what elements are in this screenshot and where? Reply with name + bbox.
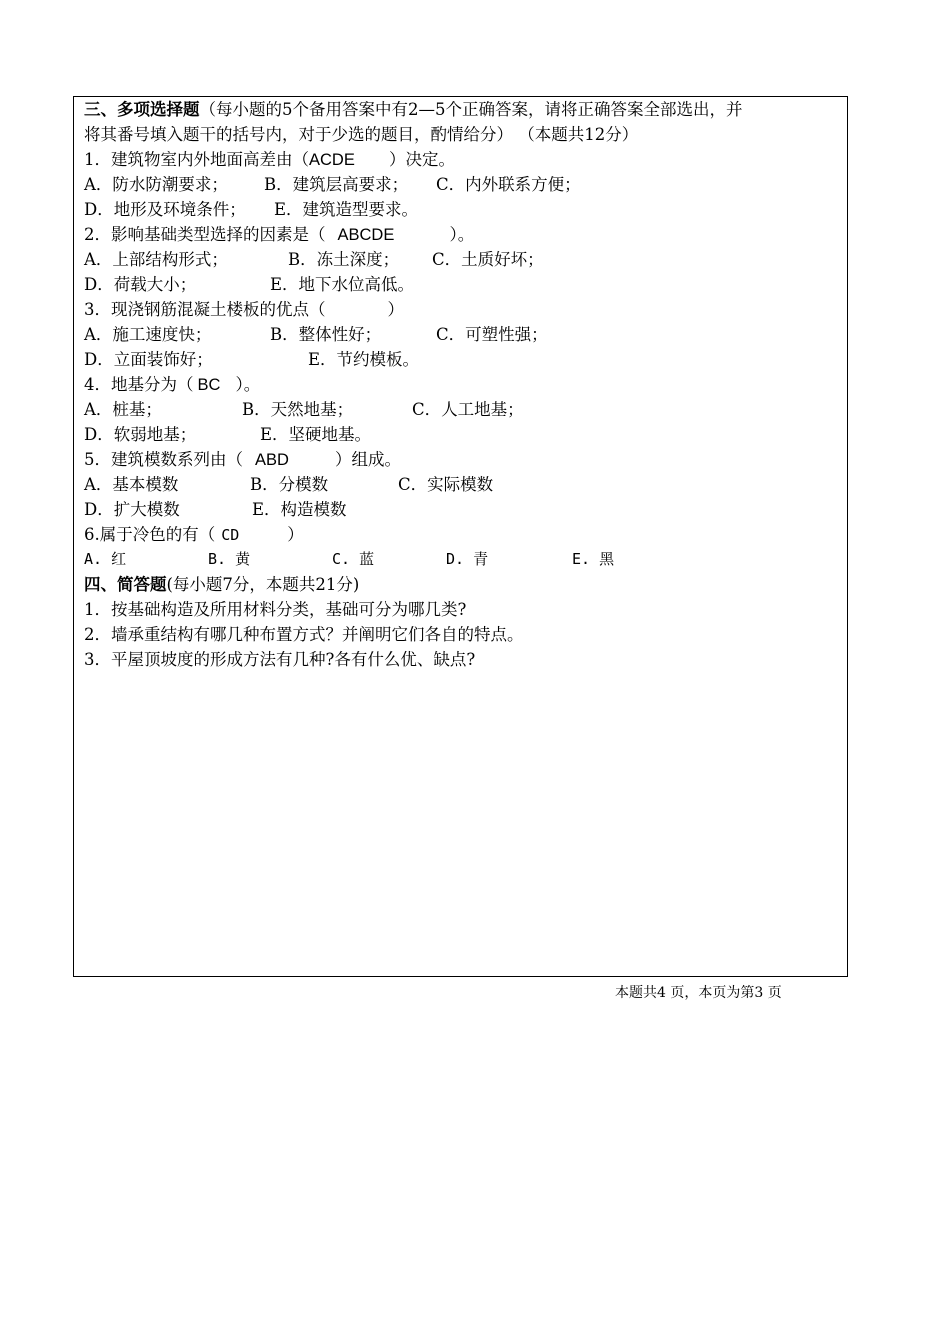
question-1-options-row1 [84, 172, 841, 197]
question-1-option-b: B．建筑层高要求； [264, 175, 409, 194]
section4-title: 四、简答题 [84, 575, 167, 594]
question-4-stem-text: 4．地基分为（ [84, 375, 194, 394]
question-4-options-row2 [84, 422, 841, 447]
question-5-stem-end: ）组成。 [335, 450, 401, 469]
section4-note: (每小题7分，本题共21分) [166, 575, 360, 594]
question-4-option-c: C．人工地基； [412, 400, 524, 419]
question-6-stem-end: ） [287, 525, 304, 544]
question-6-option-e: E. 黑 [572, 550, 615, 568]
question-3-option-e: E．节约模板。 [308, 350, 420, 369]
question-5-stem [84, 447, 841, 472]
section3-instruction-1: （每小题的5个备用答案中有2—5个正确答案，请将正确答案全部选出，并 [199, 100, 743, 119]
question-5-option-e: E．构造模数 [252, 500, 347, 519]
question-3-stem-end: ） [387, 300, 404, 319]
question-1-option-c: C．内外联系方便； [436, 175, 581, 194]
exam-page-frame [73, 96, 848, 977]
section4-item-3: 3．平屋顶坡度的形成方法有几种?各有什么优、缺点? [84, 650, 476, 669]
question-3-stem [84, 297, 841, 322]
question-3-stem-text: 3．现浇钢筋混凝土楼板的优点（ [84, 300, 326, 319]
question-6-option-d: D. 青 [446, 550, 489, 568]
question-5-option-d: D．扩大模数 [84, 500, 180, 519]
question-3-option-b: B．整体性好； [270, 325, 382, 344]
exam-content [84, 97, 841, 672]
question-4-option-a: A．桩基； [84, 400, 162, 419]
question-1-stem-text: 1．建筑物室内外地面高差由（ [84, 150, 309, 169]
section4-item [84, 597, 841, 622]
question-2-stem [84, 222, 841, 247]
question-1-answer: ACDE [309, 151, 355, 169]
question-6-option-c: C. 蓝 [332, 550, 375, 568]
section4-item-1: 1．按基础构造及所用材料分类，基础可分为哪几类? [84, 600, 467, 619]
question-3-option-a: A．施工速度快； [84, 325, 212, 344]
section3-instruction-line2 [84, 122, 841, 147]
question-6-option-b: B. 黄 [208, 550, 251, 568]
question-3-option-d: D．立面装饰好； [84, 350, 213, 369]
question-3-options-row2 [84, 347, 841, 372]
question-1-stem-end: ）决定。 [389, 150, 455, 169]
question-5-options-row1 [84, 472, 841, 497]
question-2-answer: ABCDE [337, 226, 395, 244]
question-2-stem-text: 2．影响基础类型选择的因素是（ [84, 225, 326, 244]
question-3-options-row1 [84, 322, 841, 347]
question-4-answer: BC [197, 376, 221, 394]
question-2-option-e: E．地下水位高低。 [270, 275, 415, 294]
section3-title: 三、多项选择题 [84, 100, 200, 119]
question-5-option-b: B．分模数 [250, 475, 329, 494]
question-2-options-row2 [84, 272, 841, 297]
question-6-option-a: A. 红 [84, 550, 127, 568]
question-4-option-e: E．坚硬地基。 [260, 425, 372, 444]
question-6-stem [84, 522, 841, 547]
question-6-options-row1 [84, 547, 841, 572]
question-5-answer: ABD [255, 451, 289, 469]
question-5-options-row2 [84, 497, 841, 522]
question-1-option-d: D．地形及环境条件； [84, 200, 246, 219]
section4-item [84, 647, 841, 672]
question-4-option-d: D．软弱地基； [84, 425, 197, 444]
question-2-stem-end: ）。 [449, 225, 475, 244]
question-2-option-c: C．土质好坏； [432, 250, 544, 269]
page-footer: 本题共4 页，本页为第3 页 [615, 985, 782, 1001]
question-5-stem-text: 5．建筑模数系列由（ [84, 450, 243, 469]
question-5-option-a: A．基本模数 [84, 475, 179, 494]
question-1-options-row2 [84, 197, 841, 222]
question-2-option-a: A．上部结构形式； [84, 250, 228, 269]
section3-header [84, 97, 841, 122]
question-2-options-row1 [84, 247, 841, 272]
question-4-options-row1 [84, 397, 841, 422]
question-4-stem [84, 372, 841, 397]
question-2-option-d: D．荷载大小； [84, 275, 197, 294]
section3-instruction-2: 将其番号填入题干的括号内，对于少选的题目，酌情给分） （本题共12分） [84, 125, 639, 144]
section4-item-2: 2．墙承重结构有哪几种布置方式？并阐明它们各自的特点。 [84, 625, 524, 644]
question-6-stem-text: 6.属于冷色的有（ [84, 525, 216, 544]
section4-item [84, 622, 841, 647]
question-1-option-e: E．建筑造型要求。 [274, 200, 419, 219]
question-1-option-a: A．防水防潮要求； [84, 175, 228, 194]
question-2-option-b: B．冻土深度； [288, 250, 400, 269]
question-5-option-c: C．实际模数 [398, 475, 494, 494]
question-4-option-b: B．天然地基； [242, 400, 354, 419]
question-4-stem-end: ）。 [235, 375, 261, 394]
question-1-stem [84, 147, 841, 172]
section4-header [84, 572, 841, 597]
question-3-option-c: C．可塑性强； [436, 325, 548, 344]
question-6-answer: CD [221, 526, 240, 544]
